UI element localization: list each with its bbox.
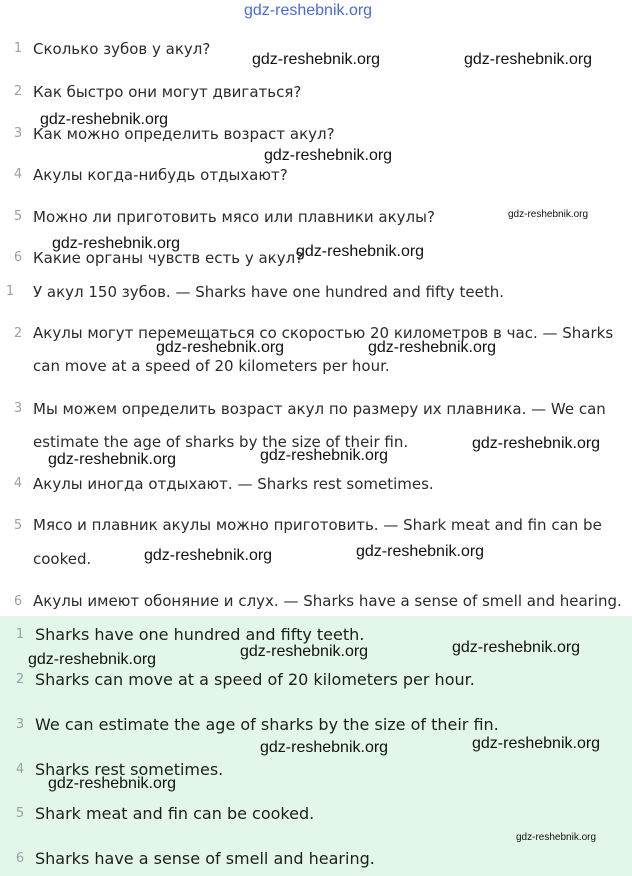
english-number: 4 xyxy=(15,762,25,777)
answer-line: Мясо и плавник акулы можно приготовить. — Shark meat and fin can be xyxy=(33,516,602,534)
watermark: gdz-reshebnik.org xyxy=(48,451,177,468)
english-text: Sharks have a sense of smell and hearing. xyxy=(35,849,375,868)
answer-line: estimate the age of sharks by the size of their fin. xyxy=(33,433,409,451)
watermark: gdz-reshebnik.org xyxy=(472,735,601,752)
question-text: Как быстро они могут двигаться? xyxy=(33,83,302,101)
answer-line: Акулы иногда отдыхают. — Sharks rest sometimes. xyxy=(33,475,434,493)
question-number: 2 xyxy=(13,84,23,99)
watermark: gdz-reshebnik.org xyxy=(264,147,393,164)
english-text: We can estimate the age of sharks by the size of their fin. xyxy=(35,715,499,734)
watermark: gdz-reshebnik.org xyxy=(260,447,389,464)
answer-number: 1 xyxy=(5,284,15,299)
question-number: 1 xyxy=(13,41,23,56)
watermark: gdz-reshebnik.org xyxy=(452,639,581,656)
question-number: 5 xyxy=(13,209,23,224)
english-number: 1 xyxy=(15,627,25,642)
watermark: gdz-reshebnik.org xyxy=(28,651,157,668)
watermark: gdz-reshebnik.org xyxy=(356,543,485,560)
answer-number: 5 xyxy=(13,518,23,533)
english-text: Sharks have one hundred and fifty teeth. xyxy=(35,625,365,644)
english-text: Sharks can move at a speed of 20 kilometers per hour. xyxy=(35,670,475,689)
answer-number: 3 xyxy=(13,401,23,416)
answer-number: 2 xyxy=(13,326,23,341)
answer-line: Мы можем определить возраст акул по размеру их плавника. — We can xyxy=(33,400,606,418)
question-text: Как можно определить возраст акул? xyxy=(33,125,335,143)
answer-line: Акулы имеют обоняние и слух. — Sharks have a sense of smell and hearing. xyxy=(33,592,622,610)
watermark: gdz-reshebnik.org xyxy=(52,235,181,252)
question-text: Можно ли приготовить мясо или плавники акулы? xyxy=(33,208,435,226)
watermark: gdz-reshebnik.org xyxy=(252,51,381,68)
question-number: 6 xyxy=(13,250,23,265)
question-text: Какие органы чувств есть у акул? xyxy=(33,249,304,267)
answer-line: can move at a speed of 20 kilometers per hour. xyxy=(33,357,390,375)
watermark: gdz-reshebnik.org xyxy=(464,51,593,68)
answer-line: cooked. xyxy=(33,550,92,568)
watermark: gdz-reshebnik.org xyxy=(516,832,597,843)
question-text: Сколько зубов у акул? xyxy=(33,40,211,58)
english-number: 5 xyxy=(15,806,25,821)
question-text: Акулы когда-нибудь отдыхают? xyxy=(33,166,288,184)
watermark: gdz-reshebnik.org xyxy=(240,643,369,660)
watermark: gdz-reshebnik.org xyxy=(48,775,177,792)
english-text: Sharks rest sometimes. xyxy=(35,760,224,779)
watermark: gdz-reshebnik.org xyxy=(296,243,425,260)
english-text: Shark meat and fin can be cooked. xyxy=(35,804,315,823)
watermark-top: gdz-reshebnik.org xyxy=(244,2,373,19)
answer-number: 4 xyxy=(13,476,23,491)
watermark: gdz-reshebnik.org xyxy=(156,339,285,356)
english-number: 2 xyxy=(15,672,25,687)
watermark: gdz-reshebnik.org xyxy=(260,739,389,756)
watermark: gdz-reshebnik.org xyxy=(472,435,601,452)
answer-line: У акул 150 зубов. — Sharks have one hundred and fifty teeth. xyxy=(33,283,504,301)
watermark: gdz-reshebnik.org xyxy=(40,111,169,128)
english-number: 3 xyxy=(15,717,25,732)
question-number: 4 xyxy=(13,167,23,182)
answer-number: 6 xyxy=(13,594,23,609)
english-number: 6 xyxy=(15,851,25,866)
question-number: 3 xyxy=(13,126,23,141)
answer-line: Акулы могут перемещаться со скоростью 20 километров в час. — Sharks xyxy=(33,324,614,342)
watermark: gdz-reshebnik.org xyxy=(368,339,497,356)
watermark: gdz-reshebnik.org xyxy=(508,209,589,220)
watermark: gdz-reshebnik.org xyxy=(144,547,273,564)
